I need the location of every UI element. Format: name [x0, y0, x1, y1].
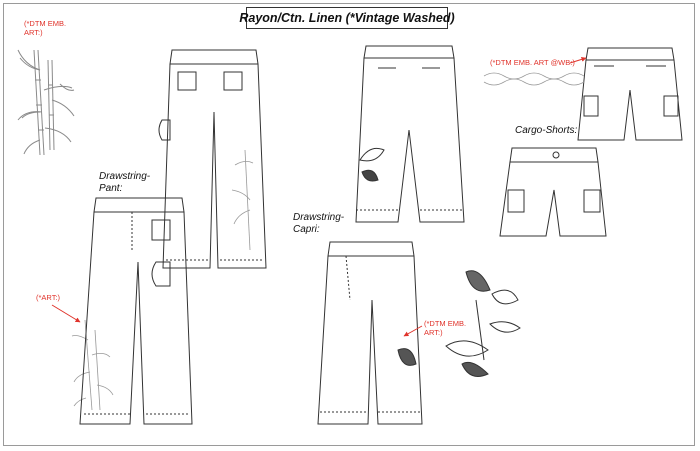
shorts-art-note: (*DTM EMB. ART @WB:) [490, 58, 575, 67]
pant-style-label: Drawstring- Pant: [99, 171, 151, 194]
shorts-sketch-back [578, 48, 682, 140]
waistband-embroidery-motif [484, 73, 584, 85]
bamboo-art-motif [18, 50, 74, 155]
bamboo-art-note: (*DTM EMB. ART:) [24, 19, 67, 37]
pant-bamboo-motif [72, 320, 113, 410]
pant-side-bamboo-motif [232, 150, 253, 250]
capri-leaf-motif-small [360, 148, 384, 181]
pant-art-note: (*ART:) [36, 293, 61, 302]
pant-sketch-back [159, 50, 266, 268]
capri-style-label: Drawstring- Capri: [293, 212, 345, 235]
capri-sketch-back [356, 46, 464, 222]
capri-sketch-front [318, 242, 422, 424]
pant-sketch-front [80, 198, 192, 424]
shorts-sketch-front [500, 148, 606, 236]
page-title: Rayon/Ctn. Linen (*Vintage Washed) [246, 7, 448, 29]
capri-art-note: (*DTM EMB. ART:) [424, 319, 467, 337]
capri-leaf-motif [398, 349, 416, 366]
annotation-arrows [52, 58, 586, 336]
leaf-art-motif [446, 271, 520, 377]
shorts-style-label: Cargo-Shorts: [515, 125, 578, 136]
